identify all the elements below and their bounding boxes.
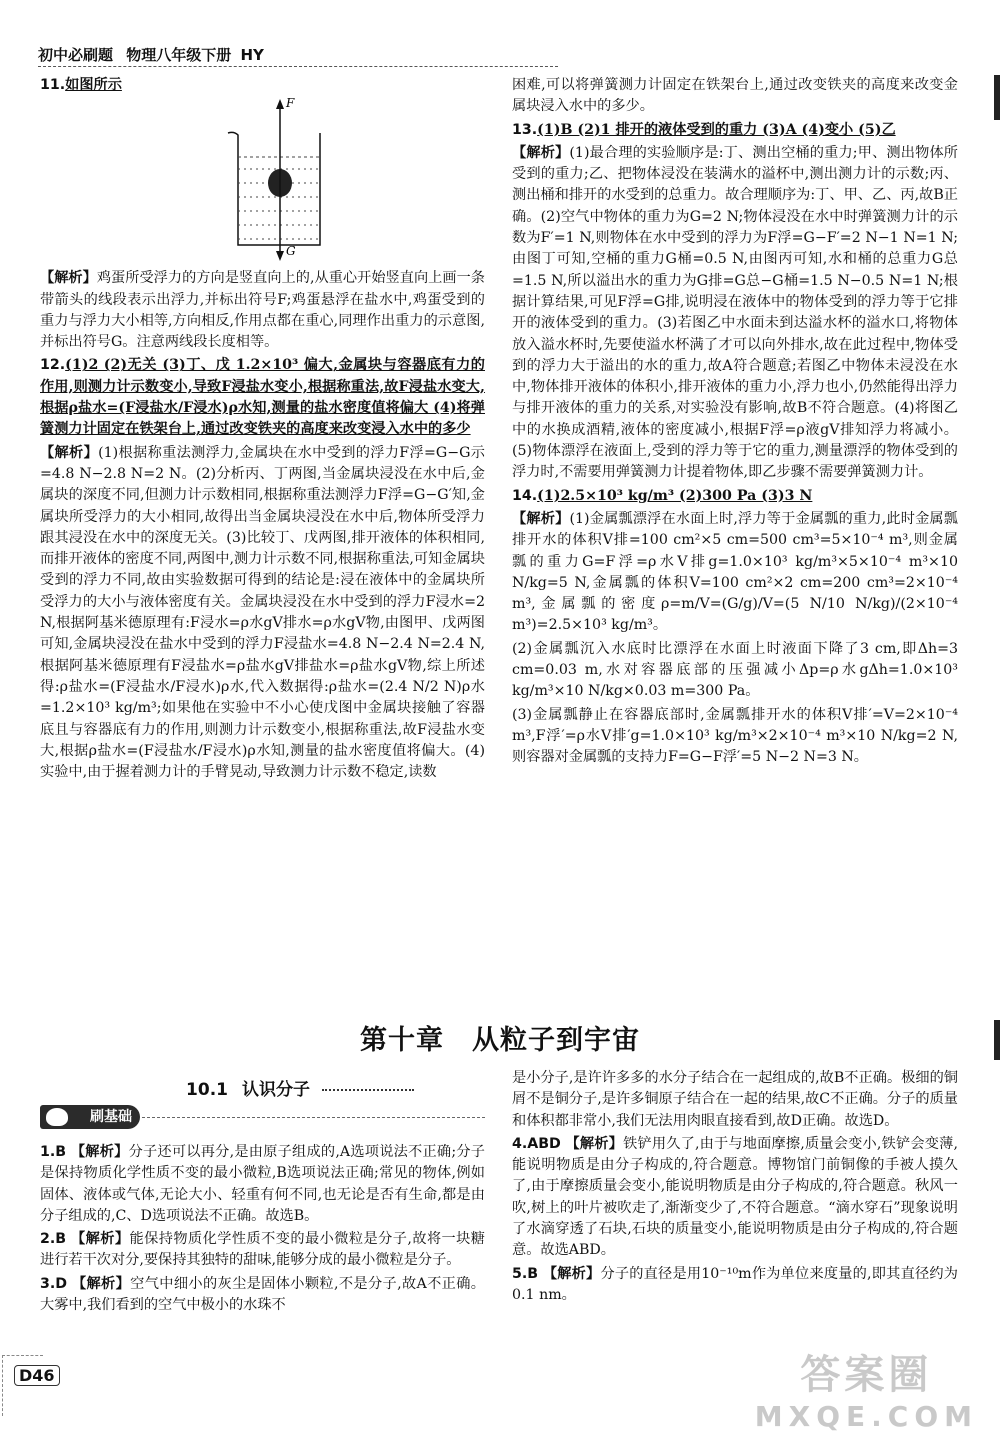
series-title: 初中必刷题 <box>38 46 114 64</box>
watermark-url: MXQE.COM <box>754 1400 978 1433</box>
edition-label: HY <box>240 46 264 64</box>
analysis-14-part2: (2)金属瓢沉入水底时比漂浮在水面上时液面下降了3 cm,即Δh=3 cm=0.03 m,水对容器底部的压强减小Δp=ρ水gΔh=1.0×10³ kg/m³×10 N/kg×0.03 m=300 Pa。 <box>512 640 958 700</box>
analysis-12: 【解析】(1)根据称重法测浮力,金属块在水中受到的浮力F浮=G−G示=4.8 N−2.8 N=2 N。(2)分析丙、丁两图,当金属块浸没在水中后,金属块的深度不同,但测力计示数相同,根据称重法测浮力F浮=G−G′知,金属块所受浮力的大小相同,故得出当金属块浸没在水中后,物体所受浮力跟其浸没在水中的深度无关。(3)比较丁、戊两图,排开液体的体积相同,而排开液体的密度不同,两图中,测力计示数不同,根据称重法,可知金属块受到的浮力不同,故由实验数据可得到的结论是:浸在液体中的金属块所受浮力的大小与液体密度有关。金属块浸没在水中受到的浮力F浸水=2 N,根据阿基米德原理有:F浸水=ρ水gV排水=ρ水gV物,由图甲、戊两图可知,金属块浸没在盐水中受到的浮力F浸盐水=4.8 N−2.4 N=2.4 N,根据阿基米德原理有F浸盐水=ρ盐水gV排盐水=ρ盐水gV物,综上所述得:ρ盐水=(F浸盐水/F浸水)ρ水,代入数据得:ρ盐水=(2.4 N/2 N)ρ水=1.2×10³ kg/m³;如果他在实验中不小心使戊图中金属块接触了容器底且与容器底有力的作用,则测力计示数变小,根据称重法,故F浸盐水变大,根据ρ盐水=(F浸盐水/F浸水)ρ水知,测量的盐水密度值将偏大。(4)实验中,由于握着测力计的手臂晃动,导致测力计示数不稳定,读数 <box>40 444 485 781</box>
force-label-f: F <box>286 96 295 110</box>
continuation-q3: 是小分子,是许许多多的水分子结合在一起组成的,故B不正确。极细的铜屑不是铜分子,是许多铜原子结合在一起的结果,故C不正确。分子的质量和体积都非常小,我们无法用肉眼直接看到,故D正确。故选D。 <box>512 1070 958 1129</box>
answer-q2: 2.B 【解析】能保持物质化学性质不变的最小微粒是分子,故将一块糖进行若干次对分,要保持其独特的甜味,能够分成的最小微粒是分子。 <box>40 1231 485 1269</box>
analysis-13: 【解析】(1)最合理的实验顺序是:丁、测出空桶的重力;甲、测出物体所受到的重力;乙、把物体浸没在装满水的溢杯中,测出测力计的示数;丙、测出桶和排开的水受到的总重力。故合理顺序为:丁、甲、乙、丙,故B正确。(2)空气中物体的重力为G=2 N;物体浸没在水中时弹簧测力计的示数为F′=1 N,则物体在水中受到的浮力为F浮=G−F′=2 N−1 N=1 N;由图丁可知,空桶的重力G桶=0.5 N,由图丙可知,水和桶的总重力G总=1.5 N,所以溢出水的重力为G排=G总−G桶=1.5 N−0.5 N=1 N;根据计算结果,可见F浮=G排,说明浸在液体中的物体受到的浮力等于它排开的液体受到的重力。(3)若图乙中水面未到达溢水杯的溢水口,将物体放入溢水杯时,先要使溢水杯满了才可以向外排水,故在此过程中,物体受到的浮力大于溢出的水的重力,故A符合题意;若图乙中物体未浸没在水中,物体排开液体的体积小,排开液体的重力小,浮力也小,仍然能得出浮力与排开液体的重力的关系,对实验没有影响,故B不符合题意。(4)将图乙中的水换成酒精,液体的密度减小,根据F浮=ρ液gV排知浮力将减小。(5)物体漂浮在液面上,受到的浮力等于它的重力,测量漂浮的物体受到的浮力时,不需要用弹簧测力计提着物体,即乙步骤不需要弹簧测力计。 <box>512 144 958 481</box>
left-column-bottom <box>40 1142 485 1367</box>
header-rule <box>38 66 558 67</box>
analysis-14-part3: (3)金属瓢静止在容器底部时,金属瓢排开水的体积V排′=V=2×10⁻⁴ m³,F浮′=ρ水V排′g=1.0×10³ kg/m³×2×10⁻⁴ m³×10 N/kg=2 N,则容器对金属瓢的支持力F=G−F浮′=5 N−2 N=3 N。 <box>512 706 958 766</box>
analysis-11: 【解析】鸡蛋所受浮力的方向是竖直向上的,从重心开始竖直向上画一条带箭头的线段表示出浮力,并标出符号F;鸡蛋悬浮在盐水中,鸡蛋受到的重力与浮力大小相等,方向相反,作用点都在重心,同理作出重力的示意图,并标出符号G。注意两线段长度相等。 <box>40 270 485 351</box>
continuation-12: 困难,可以将弹簧测力计固定在铁架台上,通过改变铁夹的高度来改变金属块浸入水中的多少。 <box>512 77 958 115</box>
badge-rule <box>142 1117 485 1118</box>
right-column-bottom <box>512 1068 958 1368</box>
book-title: 物理八年级下册 <box>126 46 232 64</box>
answer-14: 14.(1)2.5×10³ kg/m³ (2)300 Pa (3)3 N <box>512 487 813 504</box>
chapter-title: 第十章 从粒子到宇宙 <box>360 1025 640 1056</box>
answer-q4: 4.ABD 【解析】铁铲用久了,由于与地面摩擦,质量会变小,铁铲会变薄,能说明物质是由分子构成的,符合题意。博物馆门前铜像的手被人摸久了,由于摩擦质量会变小,能说明物质是由分子构成的,符合题意。秋风一吹,树上的叶片被吹走了,渐渐变少了,不符合题意。“滴水穿石”现象说明了水滴穿透了石块,石块的质量变小,能说明物质是由分子构成的,符合题意。故选ABD。 <box>512 1135 958 1259</box>
analysis-14-part1: 【解析】(1)金属瓢漂浮在水面上时,浮力等于金属瓢的重力,此时金属瓢排开水的体积V排=100 cm²×5 cm=500 cm³=5×10⁻⁴ m³,则金属瓢的重力G=F浮=ρ水V排g=1.0×10³ kg/m³×5×10⁻⁴ m³×10 N/kg=5 N,金属瓢的体积V=100 cm²×2 cm=200 cm³=2×10⁻⁴ m³,金属瓢的密度ρ=m/V=(G/g)/V=(5 N/10 N/kg)/(2×10⁻⁴ m³)=2.5×10³ kg/m³。 <box>512 510 958 634</box>
badge-label: 刷基础 <box>90 1109 132 1125</box>
section-number: 10.1 <box>186 1080 228 1100</box>
answer-11: 11.如图所示 <box>40 77 122 93</box>
page-header <box>38 44 264 65</box>
watermark-logo-text: 答案圈 <box>800 1352 933 1398</box>
answer-13: 13.(1)B (2)1 排开的液体受到的重力 (3)A (4)变小 (5)乙 <box>512 121 896 138</box>
basic-practice-badge <box>40 1105 140 1129</box>
section-title: 认识分子 <box>242 1080 310 1100</box>
page-number: D46 <box>14 1365 60 1386</box>
answer-12: 12.(1)2 (2)无关 (3)丁、戊 1.2×10³ 偏大,金属块与容器底有力的作用,则测力计示数变小,导致F浸盐水变小,根据称重法,故F浸盐水变大,根据ρ盐水=(F浸盐水/F浸水)ρ水知,测量的盐水密度值将偏大 (4)将弹簧测力计固定在铁架台上,通过改变铁夹的高度来改变浸入水中的多少 <box>40 357 485 438</box>
site-watermark <box>755 1343 978 1433</box>
left-column-top <box>40 75 485 1005</box>
section-heading <box>40 1075 485 1100</box>
section-dots <box>322 1089 414 1091</box>
answer-q3: 3.D 【解析】空气中细小的灰尘是固体小颗粒,不是分子,故A不正确。大雾中,我们看到的空气中极小的水珠不 <box>40 1275 485 1314</box>
right-column-top <box>512 75 958 1005</box>
edge-mark <box>994 75 1000 120</box>
force-label-g: G <box>286 244 296 258</box>
answer-q5: 5.B 【解析】分子的直径是用10⁻¹⁰m作为单位来度量的,即其直径约为0.1 nm。 <box>512 1265 958 1303</box>
pencil-icon <box>46 1108 68 1126</box>
answer-q1: 1.B 【解析】分子还可以再分,是由原子组成的,A选项说法不正确;分子是保持物质化学性质不变的最小微粒,B选项说法正确;常见的物体,例如固体、液体或气体,无论大小、轻重有何不同,也无论是否有生命,都是由分子组成的,C、D选项说法不正确。故选B。 <box>40 1144 485 1224</box>
